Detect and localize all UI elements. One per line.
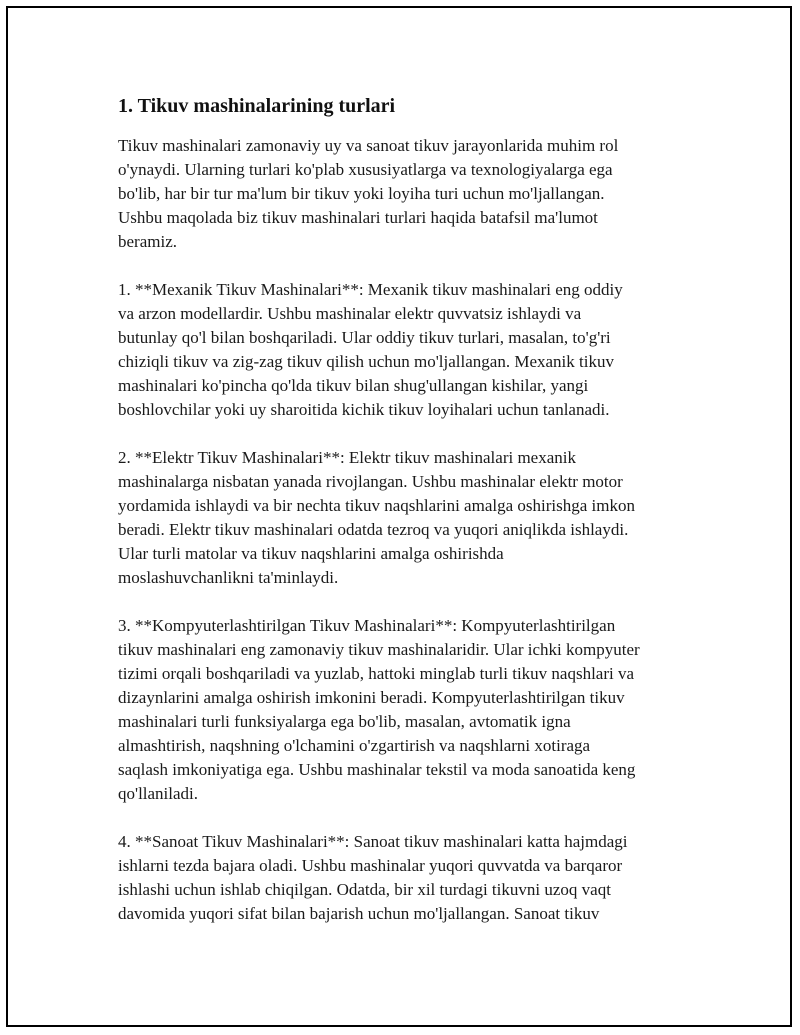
text-line: yordamida ishlaydi va bir nechta tikuv naqshlarini amalga oshirishga imkon (118, 496, 635, 515)
text-line: saqlash imkoniyatiga ega. Ushbu mashinalar tekstil va moda sanoatida keng (118, 760, 636, 779)
text-line: butunlay qo'l bilan boshqariladi. Ular oddiy tikuv turlari, masalan, to'g'ri (118, 328, 611, 347)
paragraph-mechanical (118, 278, 688, 422)
text-line: davomida yuqori sifat bilan bajarish uchun mo'ljallangan. Sanoat tikuv (118, 904, 600, 923)
text-line: o'ynaydi. Ularning turlari ko'plab xususiyatlarga va texnologiyalarga ega (118, 160, 613, 179)
text-line: dizaynlarini amalga oshirish imkonini beradi. Kompyuterlashtirilgan tikuv (118, 688, 625, 707)
text-line: 4. **Sanoat Tikuv Mashinalari**: Sanoat tikuv mashinalari katta hajmdagi (118, 832, 628, 851)
paragraph-intro (118, 134, 688, 254)
text-line: ishlashi uchun ishlab chiqilgan. Odatda, bir xil turdagi tikuvni uzoq vaqt (118, 880, 611, 899)
text-line: chiziqli tikuv va zig-zag tikuv qilish uchun mo'ljallangan. Mexanik tikuv (118, 352, 614, 371)
text-line: mashinalari ko'pincha qo'lda tikuv bilan shug'ullangan kishilar, yangi (118, 376, 589, 395)
text-line: beramiz. (118, 232, 177, 251)
text-line: bo'lib, har bir tur ma'lum bir tikuv yoki loyiha turi uchun mo'ljallangan. (118, 184, 605, 203)
document-body (118, 94, 688, 950)
text-line: beradi. Elektr tikuv mashinalari odatda tezroq va yuqori aniqlikda ishlaydi. (118, 520, 629, 539)
text-line: va arzon modellardir. Ushbu mashinalar elektr quvvatsiz ishlaydi va (118, 304, 582, 323)
text-line: Ular turli matolar va tikuv naqshlarini amalga oshirishda (118, 544, 504, 563)
text-line: qo'llaniladi. (118, 784, 199, 803)
text-line: boshlovchilar yoki uy sharoitida kichik tikuv loyihalari uchun tanlanadi. (118, 400, 610, 419)
text-line: 3. **Kompyuterlashtirilgan Tikuv Mashinalari**: Kompyuterlashtirilgan (118, 616, 616, 635)
text-line: mashinalari turli funksiyalarga ega bo'lib, masalan, avtomatik igna (118, 712, 571, 731)
text-line: Ushbu maqolada biz tikuv mashinalari turlari haqida batafsil ma'lumot (118, 208, 598, 227)
text-line: 2. **Elektr Tikuv Mashinalari**: Elektr tikuv mashinalari mexanik (118, 448, 576, 467)
text-line: 1. **Mexanik Tikuv Mashinalari**: Mexanik tikuv mashinalari eng oddiy (118, 280, 623, 299)
paragraph-electric (118, 446, 688, 590)
text-line: ishlarni tezda bajara oladi. Ushbu mashinalar yuqori quvvatda va barqaror (118, 856, 623, 875)
paragraph-industrial (118, 830, 688, 926)
text-line: Tikuv mashinalari zamonaviy uy va sanoat tikuv jarayonlarida muhim rol (118, 136, 619, 155)
text-line: tikuv mashinalari eng zamonaviy tikuv mashinalaridir. Ular ichki kompyuter (118, 640, 640, 659)
text-line: tizimi orqali boshqariladi va yuzlab, hattoki minglab turli tikuv naqshlari va (118, 664, 635, 683)
text-line: moslashuvchanlikni ta'minlaydi. (118, 568, 339, 587)
page-title: 1. Tikuv mashinalarining turlari (118, 95, 396, 117)
paragraph-computerized (118, 614, 688, 806)
text-line: mashinalarga nisbatan yanada rivojlangan. Ushbu mashinalar elektr motor (118, 472, 623, 491)
text-line: almashtirish, naqshning o'lchamini o'zgartirish va naqshlarni xotiraga (118, 736, 591, 755)
